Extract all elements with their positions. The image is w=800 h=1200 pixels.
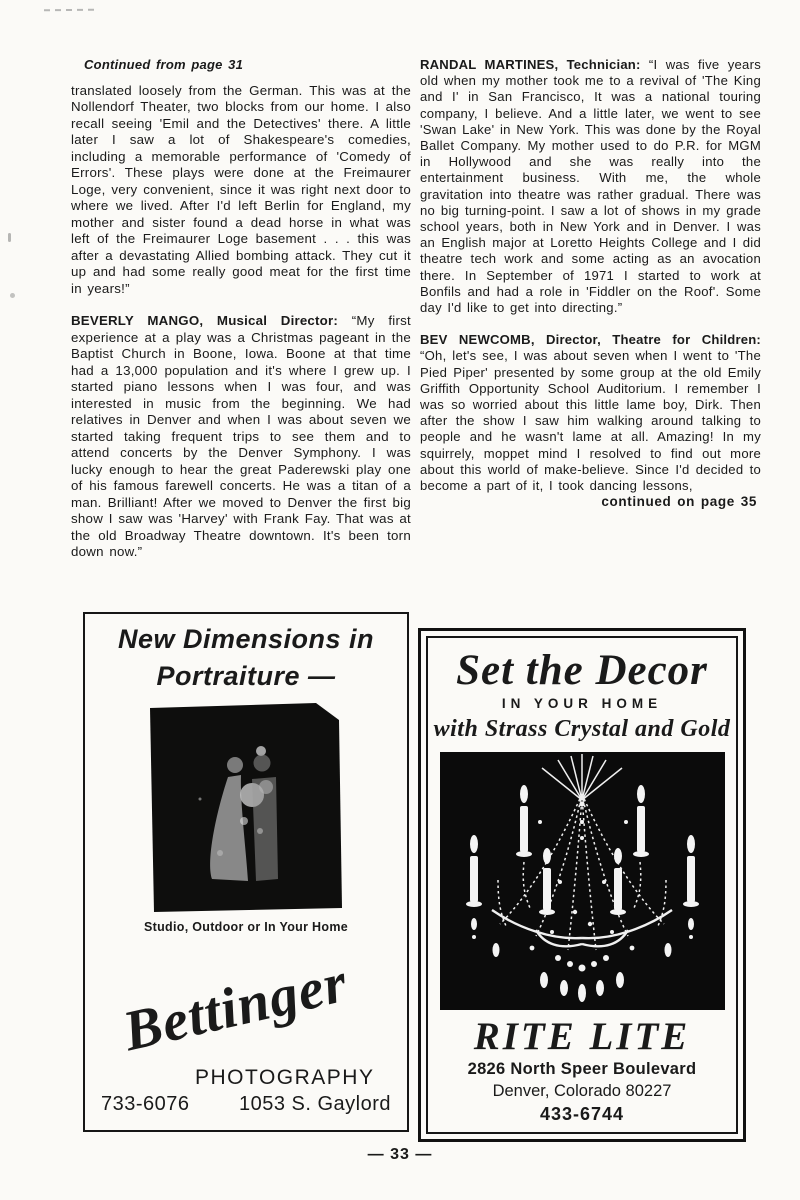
scan-artifact <box>10 293 15 298</box>
paragraph-text: “Oh, let's see, I was about seven when I went to 'The Pied Piper' presented by some group at the old Emily Griffith Opportunity School Auditorium. I remember I was so worried about this little lame boy, Dirk. Then after the show I saw him walking around talking to people and he wasn't lame at all. Amazing! In my squirrely, moppet mind I resolved to find out more about this world of make-believe. Since I'd decided to become a part of it, I took dancing lessons, <box>420 348 761 494</box>
ad-contact-row <box>101 1093 391 1116</box>
continued-from-note: Continued from page 31 <box>84 57 244 72</box>
ad-headline-line2: Portraiture — <box>156 661 336 691</box>
page-number: — 33 — <box>367 1146 433 1163</box>
ad-headline: Set the Decor <box>456 647 708 694</box>
street-address: 1053 S. Gaylord <box>238 1093 391 1115</box>
left-column <box>71 57 411 577</box>
crystal-chandelier-photo <box>440 752 725 1010</box>
paragraph-text: translated loosely from the German. This was at the Nollendorf Theater, two blocks from our home. I also recall seeing 'Emil and the Detectives' there. A little later I saw a lot of Shakespeare's comedies, including a memorable performance of 'Comedy of Errors'. These plays were done at the Freimaurer Loge, very convenient, since it was right next door to where we lived. After I'd left Berlin for England, my mother and sister found a dead horse in what was left of the Freimaurer Loge basement . . . this was after a devastating Allied bombing attack. They cut it up and had some really good meat for the first time in years!” <box>71 82 411 296</box>
paragraph-randal-martines <box>420 57 761 316</box>
paragraph-beverly-mango <box>71 313 411 561</box>
ad-subhead: IN YOUR HOME <box>501 696 663 711</box>
rite-lite-logo: RITE LITE <box>473 1015 691 1058</box>
ad-inner-frame <box>426 636 738 1134</box>
bettinger-photography-ad <box>83 612 409 1132</box>
city-address: Denver, Colorado 80227 <box>492 1082 672 1100</box>
speaker-name: RANDAL MARTINES, Technician: <box>420 57 641 72</box>
continued-on-note: continued on page 35 <box>601 494 757 510</box>
couple-portrait-photo <box>148 703 345 913</box>
ad-tagline: with Strass Crystal and Gold <box>433 716 731 742</box>
phone-number: 733-6076 <box>101 1093 190 1115</box>
phone-number: 433-6744 <box>539 1104 625 1124</box>
bettinger-logo: Bettinger <box>117 950 354 1064</box>
scan-artifact <box>44 9 94 12</box>
ad-headline-line1: New Dimensions in <box>117 624 375 654</box>
paragraph-text: “My first experience at a play was a Christmas pageant in the Baptist Church in Boone, Iowa. Boone at that time had a 13,000 population and it's where I grew up. I started piano lessons when I was four, and was interested in music from the beginning. We had relatives in Denver and when I was about seven we started taking frequent trips to see them and to attend concerts by the Denver Symphony. I was lucky enough to hear the great Paderewski play one of his famous farewell concerts. He was a titan of a man. Brilliant! After we moved to Denver the first big show I saw was 'Harvey' with Frank Fay. That was at the old Broadway Theatre downtown. It's been torn down now.” <box>71 313 411 559</box>
ad-tagline: Studio, Outdoor or In Your Home <box>144 920 348 934</box>
street-address: 2826 North Speer Boulevard <box>467 1060 697 1078</box>
right-column <box>420 57 761 510</box>
speaker-name: BEVERLY MANGO, Musical Director: <box>71 313 338 328</box>
photography-label: PHOTOGRAPHY <box>195 1066 375 1089</box>
paragraph-bev-newcomb <box>420 332 761 494</box>
paragraph-text: “I was five years old when my mother took me to a revival of 'The King and I' in San Francisco, It was a national touring company, I believe. And a little later, we went to see 'Swan Lake' in New York. This was done by the Royal Ballet Company. My mother used to do P.R. for MGM in Hollywood and she was really into the entertainment business. With me, the whole gravitation into theatre was rather gradual. There was no big turning-point. I saw a lot of shows in my grade school years, both in New York and in Denver. I was an English major at Loretto Heights College and I did theatre tech work and some acting as an avocation there. In September of 1971 I started to work at Bonfils and had a role in 'Fiddler on the Roof'. Some day I'd like to get into directing.” <box>420 57 761 316</box>
paragraph-translated <box>71 83 411 298</box>
rite-lite-ad <box>418 628 746 1142</box>
speaker-name: BEV NEWCOMB, Director, Theatre for Children: <box>420 332 761 348</box>
scan-artifact <box>8 233 11 242</box>
